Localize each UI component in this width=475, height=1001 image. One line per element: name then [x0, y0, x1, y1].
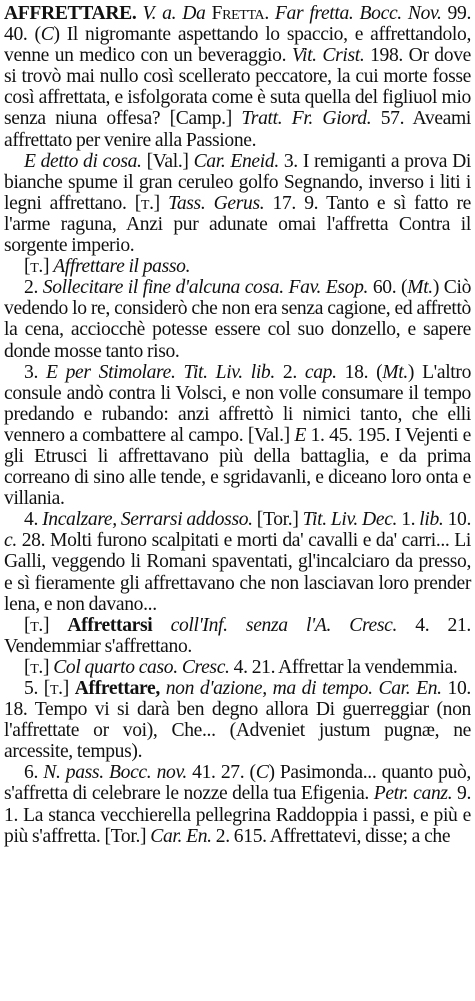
italic-text: E detto di cosa.: [24, 150, 142, 172]
text-run: ) Il nigromante aspettando lo spaccio, e affrettandolo, venne un medico con un beveraggio.: [4, 24, 472, 67]
text-run: 10.: [443, 509, 472, 531]
text-run: ) Pasimonda... quanto può, s'affretta di celebrare le nozze della tua Efigenia.: [4, 762, 471, 805]
text-run: 4. 21. Vendemmiar s'affrettano.: [4, 614, 471, 657]
paragraph-sense-3: [4, 362, 471, 510]
italic-text: Mt.: [407, 277, 433, 299]
italic-text: E: [294, 424, 307, 446]
paragraph-sense-2: [4, 277, 471, 361]
italic-text: c.: [4, 530, 17, 552]
paragraph-affrettare-il-passo: [4, 256, 471, 277]
small-caps-text: t.: [30, 656, 43, 678]
italic-text: C: [40, 24, 54, 46]
italic-text: Tit. Liv. Dec.: [302, 509, 398, 531]
text-run: 18. (: [336, 361, 383, 383]
text-run: 1. 45. 195. I Vejenti e gli Etrusci li affrettavano più della battaglia, e da prima correano di sino alle tende, e sgridavanli, e diceano loro onta e villania.: [4, 424, 471, 510]
text-run: 3.: [24, 361, 46, 383]
small-caps-text: t.: [30, 256, 43, 278]
text-run: 5. [: [24, 678, 50, 699]
text-run: 3. I remiganti a prova Di bianche spume il gran ceruleo golfo Segnando, inverso i liti i legni affrettano. [: [4, 150, 471, 214]
italic-text: lib.: [419, 509, 444, 531]
text-run: .: [264, 3, 275, 24]
text-run: 60. (: [368, 277, 408, 299]
small-caps-text: t.: [30, 614, 43, 636]
italic-text: Car. En.: [150, 825, 212, 847]
text-run: 4. 21. Affrettar la vendemmia.: [229, 656, 458, 678]
italic-text: Vit. Crist.: [291, 45, 365, 67]
italic-text: Tratt. Fr. Giord.: [241, 108, 372, 130]
italic-text: Far fretta. Bocc. Nov.: [274, 3, 442, 24]
italic-text: Incalzare, Serrarsi addosso.: [42, 509, 253, 531]
text-run: 17. 9. Tanto e sì fatto re l'arme raguna, Anzi pur adunate omai l'affretta Contra il sorgente imperio.: [4, 192, 471, 257]
italic-text: coll'Inf. senza l'A. Cresc.: [170, 614, 398, 636]
text-run: 1.: [397, 509, 420, 531]
bold-text: AFFRETTARE.: [4, 3, 137, 24]
text-run: ) L'altro consule andò contra li Volsci, e non volle consumare il tempo predando e rubando: anzi affrettò li nimici tanto, che elli vennero a combattere al campo. [Val.]: [4, 361, 472, 446]
small-caps-text: t.: [49, 678, 63, 699]
text-run: ]: [42, 614, 68, 636]
text-run: ) Ciò vedendo lo re, considerò che non era senza cagione, ed affrettò la cena, acciocchè potesse essere col suo donzello, e sapere donde mosse tanto riso.: [4, 277, 472, 362]
italic-text: C: [255, 762, 269, 784]
text-run: [: [24, 614, 31, 636]
paragraph-col-quarto-caso: [4, 657, 471, 678]
text-run: ]: [153, 192, 169, 214]
paragraph-definition-main: [4, 3, 471, 151]
italic-text: V. a. Da: [142, 3, 212, 24]
paragraph-detto-di-cosa: [4, 151, 471, 256]
text-run: 28. Molti furono scalpitati e morti da' cavalli e da' carri... Li Galli, veggendo li Romani spaventati, gl'incalciaro da presso, e sì fieramente gli affrettavano che non lasciavan loro prender lena, e non davano...: [4, 530, 471, 615]
text-run: 2.: [274, 361, 305, 383]
text-run: [Val.]: [141, 150, 194, 172]
italic-text: Car. Eneid.: [193, 150, 279, 172]
text-run: 9. 1. La stanca vecchierella pellegrina Raddoppia i passi, e più e più s'affretta. [Tor.]: [4, 783, 471, 847]
text-run: ]: [42, 256, 54, 278]
italic-text: non d'azione, ma di tempo. Car. En.: [165, 678, 442, 699]
paragraph-sense-5: [4, 678, 471, 762]
paragraph-sense-4: [4, 509, 471, 614]
paragraph-sense-6: [4, 762, 471, 846]
italic-text: N. pass. Bocc. nov.: [43, 762, 187, 784]
text-run: 2. 615. Affrettatevi, disse; a che: [211, 825, 451, 847]
text-run: 99. 40. (: [4, 3, 471, 46]
italic-text: Petr. canz.: [373, 783, 453, 805]
text-run: ]: [62, 678, 75, 699]
text-run: 10. 18. Tempo vi si darà ben degno allora Di guerreggiar (non l'affrettate or voi), Che... (Adveniet justum pugnæ, ne arcessite, tempus).: [4, 678, 471, 763]
text-run: [: [24, 656, 31, 678]
text-run: 6.: [24, 762, 44, 784]
italic-text: Mt.: [382, 361, 408, 383]
paragraph-affrettarsi: [4, 615, 471, 657]
italic-text: E per Stimolare. Tit. Liv. lib.: [45, 361, 275, 383]
italic-text: Affrettare il passo.: [53, 256, 191, 278]
text-run: [Tor.]: [252, 509, 303, 531]
text-run: 4.: [24, 509, 43, 531]
bold-text: Affrettare,: [74, 678, 160, 699]
text-run: [: [24, 256, 31, 278]
text-run: ]: [42, 656, 54, 678]
italic-text: Tass. Gerus.: [168, 192, 265, 214]
text-run: 2.: [24, 277, 43, 299]
text-run: 41. 27. (: [186, 762, 256, 784]
small-caps-text: Fretta: [211, 3, 265, 24]
italic-text: Sollecitare il fine d'alcuna cosa. Fav. Esop.: [42, 277, 369, 299]
small-caps-text: t.: [140, 192, 154, 214]
text-run: 198. Or dove si trovò mai nullo così scellerato peccatore, la cui morte fosse così affrettata, e isfolgorata come è suta quella del figliuol mio senza niuna offesa? [Camp.]: [4, 45, 471, 130]
text-run: [152, 615, 170, 636]
text-run: 57. Aveami affrettato per venire alla Passione.: [4, 108, 471, 151]
italic-text: cap.: [304, 361, 337, 383]
bold-text: Affrettarsi: [67, 614, 153, 636]
italic-text: Col quarto caso. Cresc.: [53, 656, 230, 678]
